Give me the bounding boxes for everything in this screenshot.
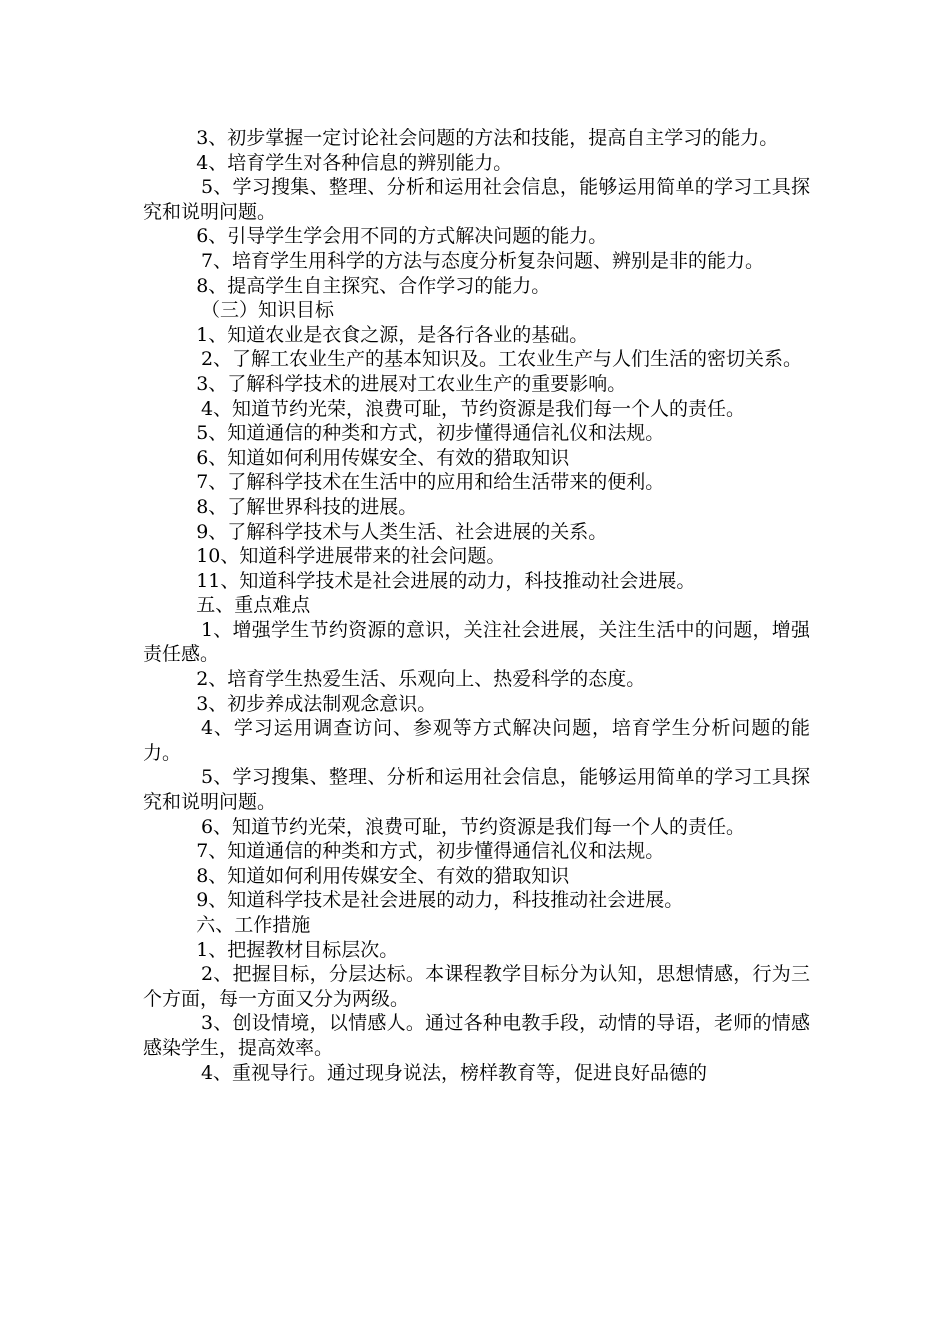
paragraph-key-2: 2、培育学生热爱生活、乐观向上、热爱科学的态度。	[196, 668, 646, 691]
paragraph-measure-3: 3、创设情境，以情感人。通过各种电教手段，动情的导语，老师的情感感染学生，提高效率。	[143, 1012, 810, 1059]
paragraph-knowledge-8: 8、了解世界科技的进展。	[196, 495, 418, 518]
paragraph-key-4: 4、学习运用调查访问、参观等方式解决问题，培育学生分析问题的能力。	[143, 717, 810, 764]
paragraph-skill-6: 6、引导学生学会用不同的方式解决问题的能力。	[196, 225, 608, 248]
paragraph-key-6: 6、知道节约光荣，浪费可耻，节约资源是我们每一个人的责任。	[200, 815, 746, 838]
document-body	[143, 126, 810, 1085]
paragraph-knowledge-9: 9、了解科学技术与人类生活、社会进展的关系。	[196, 520, 608, 543]
paragraph-key-7: 7、知道通信的种类和方式，初步懂得通信礼仪和法规。	[196, 840, 665, 863]
paragraph-skill-8: 8、提高学生自主探究、合作学习的能力。	[196, 274, 551, 297]
paragraph-skill-7: 7、培育学生用科学的方法与态度分析复杂问题、辨别是非的能力。	[200, 249, 765, 272]
paragraph-key-1: 1、增强学生节约资源的意识，关注社会进展，关注生活中的问题，增强责任感。	[143, 618, 810, 666]
paragraph-key-3: 3、初步养成法制观念意识。	[196, 692, 437, 715]
paragraph-knowledge-7: 7、了解科学技术在生活中的应用和给生活带来的便利。	[196, 471, 665, 494]
paragraph-knowledge-4: 4、知道节约光荣，浪费可耻，节约资源是我们每一个人的责任。	[200, 397, 746, 420]
paragraph-knowledge-3: 3、了解科学技术的进展对工农业生产的重要影响。	[196, 372, 627, 395]
paragraph-measure-4: 4、重视导行。通过现身说法，榜样教育等，促进良好品德的	[200, 1061, 708, 1084]
paragraph-key-5: 5、学习搜集、整理、分析和运用社会信息，能够运用简单的学习工具探究和说明问题。	[143, 766, 810, 814]
paragraph-key-8: 8、知道如何利用传媒安全、有效的猎取知识	[196, 864, 570, 887]
paragraph-skill-3: 3、初步掌握一定讨论社会问题的方法和技能，提高自主学习的能力。	[196, 127, 779, 149]
section-heading-measures: 六、工作措施	[196, 914, 311, 936]
paragraph-knowledge-10: 10、知道科学进展带来的社会问题。	[196, 545, 506, 568]
paragraph-measure-2: 2、把握目标，分层达标。本课程教学目标分为认知，思想情感，行为三个方面，每一方面又分为两级。	[143, 963, 810, 1010]
section-heading-key-points: 五、重点难点	[196, 594, 311, 617]
paragraph-knowledge-11: 11、知道科学技术是社会进展的动力，科技推动社会进展。	[196, 569, 696, 592]
paragraph-knowledge-1: 1、知道农业是衣食之源，是各行各业的基础。	[196, 323, 589, 346]
paragraph-knowledge-5: 5、知道通信的种类和方式，初步懂得通信礼仪和法规。	[196, 422, 665, 445]
paragraph-key-9: 9、知道科学技术是社会进展的动力，科技推动社会进展。	[196, 889, 684, 912]
paragraph-knowledge-2: 2、了解工农业生产的基本知识及。工农业生产与人们生活的密切关系。	[200, 348, 803, 371]
paragraph-skill-4: 4、培育学生对各种信息的辨别能力。	[196, 151, 513, 174]
paragraph-skill-5: 5、学习搜集、整理、分析和运用社会信息，能够运用简单的学习工具探究和说明问题。	[143, 176, 810, 223]
paragraph-knowledge-6: 6、知道如何利用传媒安全、有效的猎取知识	[196, 446, 570, 469]
paragraph-measure-1: 1、把握教材目标层次。	[196, 938, 399, 961]
section-heading-knowledge-goals: （三）知识目标	[200, 299, 334, 322]
